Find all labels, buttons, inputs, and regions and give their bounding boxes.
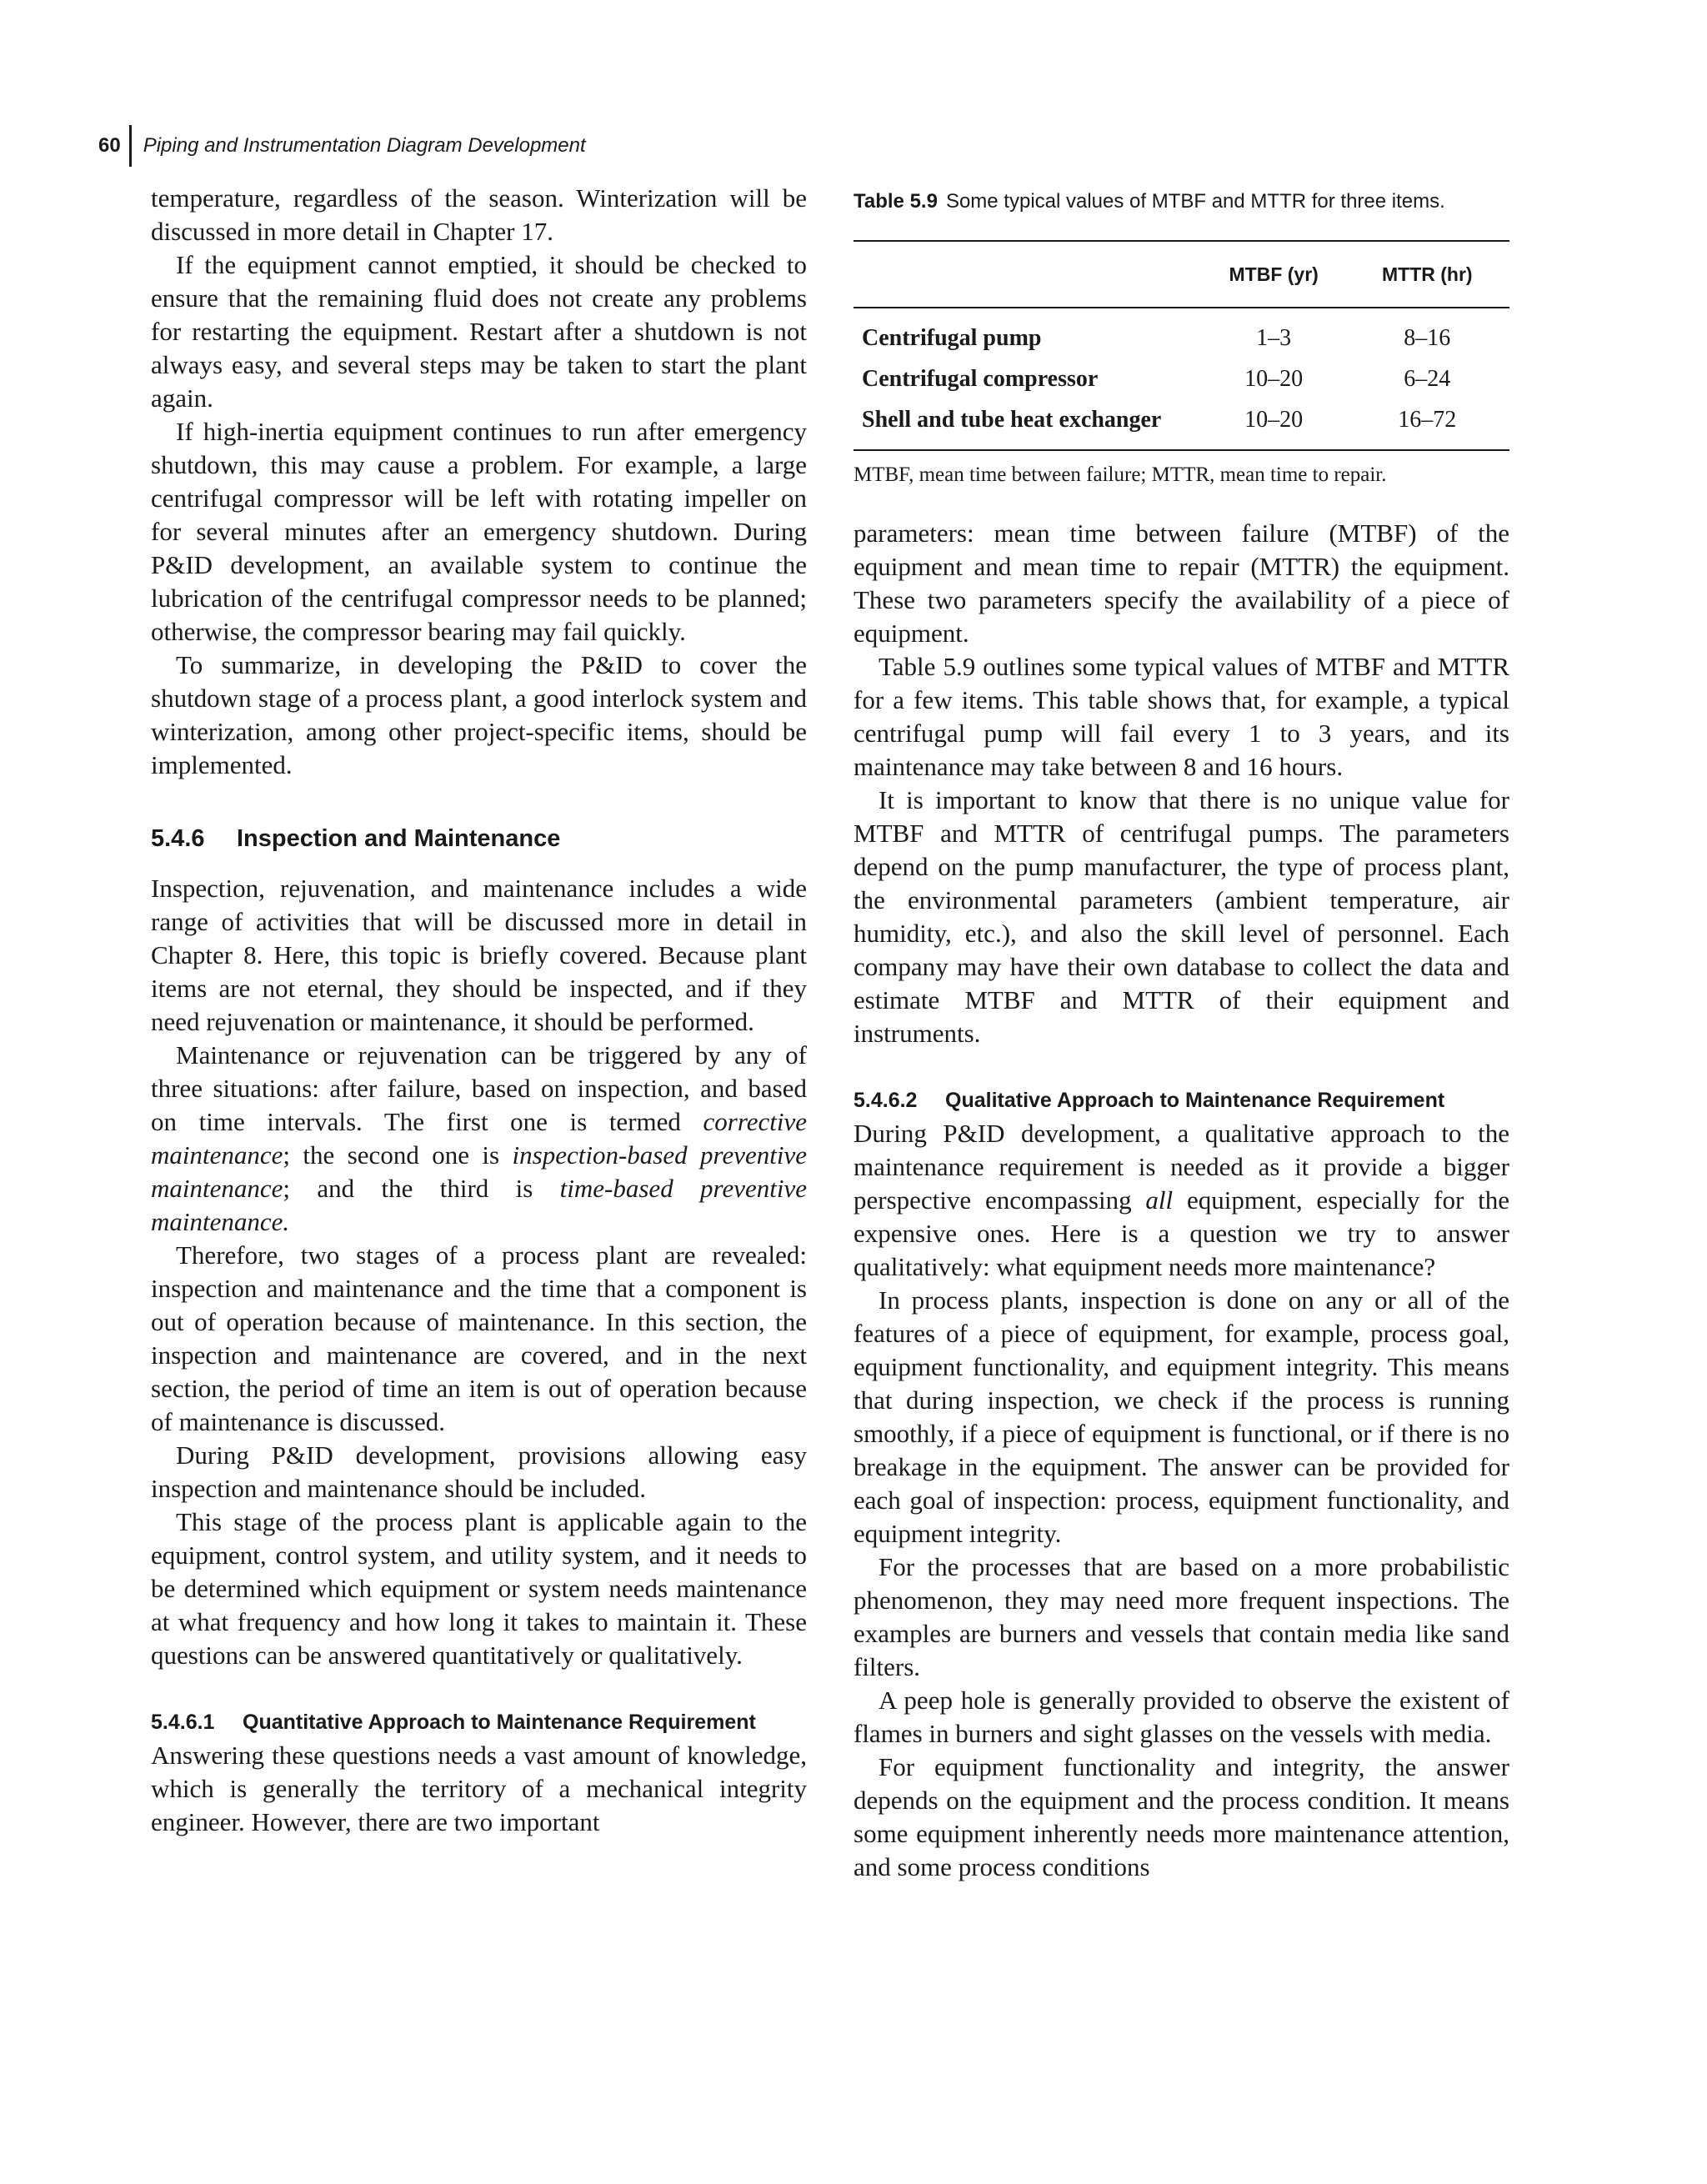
paragraph: In process plants, inspection is done on any or all of the features of a piece of equipment, for example, process goal, equipment functionality, and equipment integrity. This means that during inspection, we check if the process is running smoothly, if a piece of equipment is functional, or if there is no breakage in the equipment. The answer can be provided for each goal of inspection: process, equipment functionality, and equipment integrity. bbox=[854, 1285, 1509, 1548]
section-heading-5-4-6-1 bbox=[151, 1706, 807, 1739]
row-label: Shell and tube heat exchanger bbox=[862, 406, 1162, 433]
section-number: 5.4.6.1 bbox=[151, 1711, 215, 1734]
paragraph: If the equipment cannot emptied, it should be checked to ensure that the remaining fluid does not create any problems for restarting the equipment. Restart after a shutdown is not always easy, and several steps may be taken to start the plant again. bbox=[151, 250, 807, 413]
cell-mtbf: 1–3 bbox=[1256, 324, 1292, 351]
mtbf-mttr-table bbox=[854, 240, 1509, 451]
section-title: Quantitative Approach to Maintenance Requirement bbox=[243, 1711, 756, 1734]
section-number: 5.4.6 bbox=[151, 825, 205, 852]
section-heading-5-4-6 bbox=[151, 822, 807, 855]
paragraph-maintenance-types bbox=[151, 1039, 807, 1239]
paragraph: Inspection, rejuvenation, and maintenance includes a wide range of activities that will be discussed more in detail in Chapter 8. Here, this topic is briefly covered. Because plant items are not eternal, they should be inspected, and if they need rejuvenation or maintenance, it should be performed. bbox=[151, 874, 807, 1036]
paragraph: To summarize, in developing the P&ID to cover the shutdown stage of a process plant, a good interlock system and winterization, among other project-specific items, should be implemented. bbox=[151, 650, 807, 779]
table-row bbox=[854, 358, 1509, 399]
paragraph: If high-inertia equipment continues to run after emergency shutdown, this may cause a problem. For example, a large centrifugal compressor will be left with rotating impeller on for several minutes after an emergency shutdown. During P&ID development, an available system to continue the lubrication of the centrifugal compressor needs to be planned; otherwise, the compressor bearing may fail quickly. bbox=[151, 417, 807, 646]
text-run: ; the second one is bbox=[283, 1140, 513, 1170]
row-label: Centrifugal compressor bbox=[862, 365, 1099, 392]
paragraph: temperature, regardless of the season. Winterization will be discussed in more detail in Chapter 17. bbox=[151, 183, 807, 246]
table-5-9 bbox=[854, 182, 1509, 489]
text-run: equipment, especially for the expensive ones. Here is a question we try to answer qualitatively: what equipment needs more maintenance? bbox=[854, 1185, 1509, 1281]
paragraph: For equipment functionality and integrity, the answer depends on the equipment and the process condition. It means some equipment inherently needs more maintenance attention, and some process conditions bbox=[854, 1752, 1509, 1881]
cell-mtbf: 10–20 bbox=[1244, 365, 1304, 392]
paragraph: Therefore, two stages of a process plant are revealed: inspection and maintenance and the time that a component is out of operation because of maintenance. In this section, the inspection and maintenance are covered, and in the next section, the period of time an item is out of operation because of maintenance is discussed. bbox=[151, 1240, 807, 1436]
column-header bbox=[854, 241, 1203, 308]
left-column bbox=[151, 182, 807, 1839]
table-header-row bbox=[854, 241, 1509, 308]
cell-mttr: 8–16 bbox=[1404, 324, 1451, 351]
paragraph: This stage of the process plant is applicable again to the equipment, control system, and utility system, and it needs to be determined which equipment or system needs maintenance at what frequency and how long it takes to maintain it. These questions can be answered quantitatively or qualitatively. bbox=[151, 1507, 807, 1670]
italic-term: all bbox=[1145, 1185, 1174, 1215]
paragraph: Table 5.9 outlines some typical values of MTBF and MTTR for a few items. This table shows that, for example, a typical centrifugal pump will fail every 1 to 3 years, and its maintenance may take between 8 and 16 hours. bbox=[854, 652, 1509, 781]
column-header-mtbf: MTBF (yr) bbox=[1229, 263, 1319, 285]
cell-mtbf: 10–20 bbox=[1244, 406, 1304, 433]
text-run: Maintenance or rejuvenation can be triggered by any of three situations: after failure, based on inspection, and based on time intervals. The first one is termed bbox=[151, 1040, 807, 1136]
cell-mttr: 6–24 bbox=[1404, 365, 1451, 392]
text-run: ; and the third is bbox=[283, 1174, 560, 1203]
section-title: Qualitative Approach to Maintenance Requirement bbox=[945, 1089, 1445, 1112]
section-title: Inspection and Maintenance bbox=[237, 825, 561, 852]
row-label: Centrifugal pump bbox=[862, 324, 1042, 351]
italic-term: time-based preventive maintenance. bbox=[151, 1174, 807, 1236]
table-caption-label: Table 5.9 bbox=[854, 190, 938, 213]
table-caption-text: Some typical values of MTBF and MTTR for three items. bbox=[945, 190, 1445, 213]
paragraph: parameters: mean time between failure (MTBF) of the equipment and mean time to repair (MTTR) the equipment. These two parameters specify the availability of a piece of equipment. bbox=[854, 518, 1509, 648]
table-row bbox=[854, 308, 1509, 358]
column-header-mttr: MTTR (hr) bbox=[1381, 263, 1473, 285]
paragraph-qualitative bbox=[854, 1117, 1509, 1284]
running-header bbox=[98, 125, 586, 167]
page-number: 60 bbox=[98, 134, 121, 157]
italic-term: corrective maintenance bbox=[151, 1107, 807, 1170]
paragraph: During P&ID development, provisions allowing easy inspection and maintenance should be included. bbox=[151, 1440, 807, 1503]
section-heading-5-4-6-2 bbox=[854, 1084, 1509, 1117]
text-run: During P&ID development, a qualitative approach to the maintenance requirement is needed as it provide a bigger perspective encompassing bbox=[854, 1119, 1509, 1215]
paragraph: It is important to know that there is no unique value for MTBF and MTTR of centrifugal pumps. The parameters depend on the pump manufacturer, the type of process plant, the environmental parameters (ambient temperature, air humidity, etc.), and also the skill level of personnel. Each company may have their own database to collect the data and estimate MTBF and MTTR of their equipment and instruments. bbox=[854, 785, 1509, 1048]
running-title: Piping and Instrumentation Diagram Development bbox=[143, 134, 586, 157]
table-caption bbox=[854, 182, 1509, 222]
section-number: 5.4.6.2 bbox=[854, 1089, 918, 1112]
paragraph: Answering these questions needs a vast amount of knowledge, which is generally the territory of a mechanical integrity engineer. However, there are two important bbox=[151, 1741, 807, 1836]
table-footnote: MTBF, mean time between failure; MTTR, mean time to repair. bbox=[854, 463, 1387, 486]
italic-term: inspection-based preventive maintenance bbox=[151, 1140, 807, 1203]
paragraph: A peep hole is generally provided to observe the existent of flames in burners and sight glasses on the vessels with media. bbox=[854, 1686, 1509, 1748]
cell-mttr: 16–72 bbox=[1398, 406, 1457, 433]
paragraph: For the processes that are based on a more probabilistic phenomenon, they may need more frequent inspections. The examples are burners and vessels that contain media like sand filters. bbox=[854, 1552, 1509, 1681]
right-column bbox=[854, 517, 1509, 1884]
table-row bbox=[854, 399, 1509, 450]
